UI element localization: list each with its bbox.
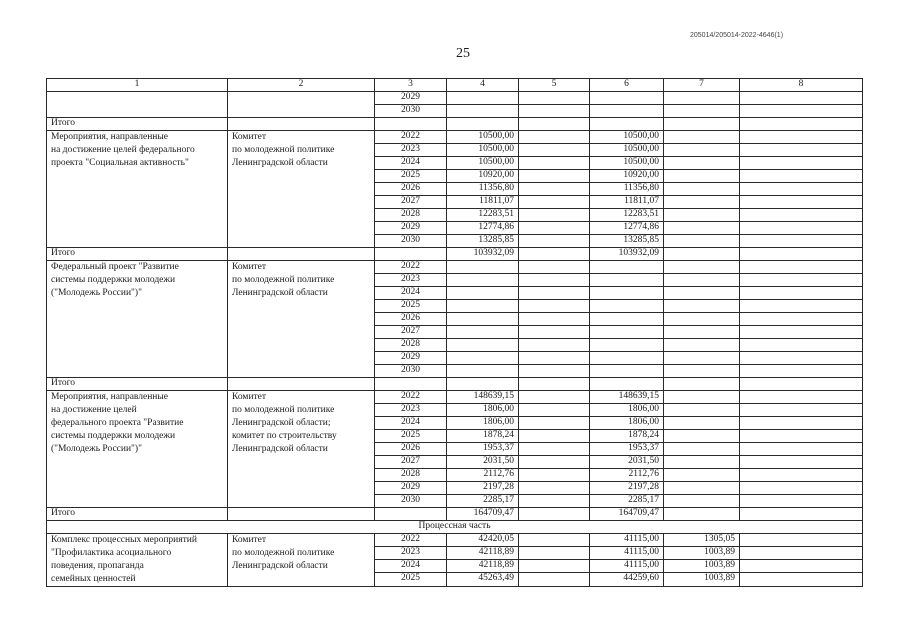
total-cell: 1953,37: [447, 443, 519, 456]
other-cell: [740, 235, 863, 248]
total-sum-cell: [447, 118, 519, 131]
executor-name: Комитет по молодежной политике Ленинградской области: [228, 131, 375, 248]
regional-cell: 41115,00: [590, 534, 664, 547]
regional-sum-cell: 164709,47: [590, 508, 664, 521]
empty-cell: [375, 248, 447, 261]
total-cell: 2285,17: [447, 495, 519, 508]
local-cell: [664, 144, 740, 157]
total-label: Итого: [47, 508, 228, 521]
other-cell: [740, 560, 863, 573]
federal-cell: [519, 131, 590, 144]
regional-cell: 10500,00: [590, 144, 664, 157]
other-cell: [740, 547, 863, 560]
executor-name: [228, 92, 375, 118]
other-cell: [740, 131, 863, 144]
federal-cell: [519, 482, 590, 495]
regional-cell: 12774,86: [590, 222, 664, 235]
regional-sum-cell: 103932,09: [590, 248, 664, 261]
other-cell: [740, 144, 863, 157]
empty-cell: [228, 508, 375, 521]
year-cell: 2025: [375, 300, 447, 313]
local-cell: [664, 313, 740, 326]
regional-cell: 2285,17: [590, 495, 664, 508]
other-cell: [740, 534, 863, 547]
year-cell: 2025: [375, 573, 447, 586]
empty-cell: [519, 248, 590, 261]
federal-cell: [519, 313, 590, 326]
federal-cell: [519, 339, 590, 352]
total-cell: [447, 105, 519, 118]
regional-cell: [590, 313, 664, 326]
local-cell: 1003,89: [664, 573, 740, 586]
total-label: Итого: [47, 248, 228, 261]
total-cell: [447, 339, 519, 352]
regional-cell: [590, 365, 664, 378]
total-cell: [447, 365, 519, 378]
total-sum-cell: 103932,09: [447, 248, 519, 261]
year-cell: 2030: [375, 235, 447, 248]
regional-sum-cell: [590, 118, 664, 131]
regional-cell: [590, 274, 664, 287]
year-cell: 2029: [375, 352, 447, 365]
local-cell: [664, 430, 740, 443]
year-cell: 2025: [375, 430, 447, 443]
year-cell: 2029: [375, 482, 447, 495]
other-cell: [740, 92, 863, 105]
regional-cell: 2031,50: [590, 456, 664, 469]
total-cell: 10500,00: [447, 144, 519, 157]
total-cell: 11811,07: [447, 196, 519, 209]
other-cell: [740, 430, 863, 443]
total-cell: [447, 326, 519, 339]
total-cell: 12283,51: [447, 209, 519, 222]
total-cell: 42118,89: [447, 560, 519, 573]
total-sum-cell: [447, 378, 519, 391]
federal-cell: [519, 170, 590, 183]
local-cell: [664, 261, 740, 274]
section-title: Процессная часть: [47, 521, 863, 534]
total-cell: 2197,28: [447, 482, 519, 495]
federal-cell: [519, 547, 590, 560]
other-cell: [740, 482, 863, 495]
federal-cell: [519, 417, 590, 430]
regional-cell: 2112,76: [590, 469, 664, 482]
federal-cell: [519, 573, 590, 586]
local-cell: [664, 482, 740, 495]
other-cell: [740, 287, 863, 300]
federal-cell: [519, 261, 590, 274]
regional-cell: 13285,85: [590, 235, 664, 248]
year-cell: 2029: [375, 92, 447, 105]
other-cell: [740, 365, 863, 378]
year-cell: 2025: [375, 170, 447, 183]
document-id: 205014/205014-2022-4646(1): [690, 32, 784, 39]
federal-cell: [519, 92, 590, 105]
empty-cell: [664, 118, 740, 131]
other-cell: [740, 300, 863, 313]
table-row: [47, 261, 863, 274]
other-cell: [740, 573, 863, 586]
regional-cell: [590, 326, 664, 339]
federal-cell: [519, 456, 590, 469]
other-cell: [740, 339, 863, 352]
local-cell: [664, 274, 740, 287]
federal-cell: [519, 209, 590, 222]
empty-cell: [740, 248, 863, 261]
regional-cell: [590, 105, 664, 118]
other-cell: [740, 105, 863, 118]
year-cell: 2023: [375, 144, 447, 157]
table-row: [47, 131, 863, 144]
empty-cell: [740, 378, 863, 391]
other-cell: [740, 469, 863, 482]
total-cell: 2112,76: [447, 469, 519, 482]
year-cell: 2022: [375, 131, 447, 144]
federal-cell: [519, 157, 590, 170]
empty-cell: [664, 248, 740, 261]
regional-cell: 41115,00: [590, 560, 664, 573]
federal-cell: [519, 352, 590, 365]
column-header: 6: [590, 79, 664, 92]
measure-name: Мероприятия, направленные на достижение целей федерального проекта "Социальная активность": [47, 131, 228, 248]
empty-cell: [519, 118, 590, 131]
year-cell: 2030: [375, 495, 447, 508]
local-cell: 1003,89: [664, 560, 740, 573]
regional-cell: 10920,00: [590, 170, 664, 183]
measure-name: Мероприятия, направленные на достижение целей федерального проекта "Развитие системы поддержки молодежи ("Молодежь России")": [47, 391, 228, 508]
year-cell: 2022: [375, 261, 447, 274]
year-cell: 2026: [375, 313, 447, 326]
other-cell: [740, 222, 863, 235]
federal-cell: [519, 443, 590, 456]
measure-name: Комплекс процессных мероприятий "Профилактика асоциального поведения, пропаганда семейных ценностей: [47, 534, 228, 587]
year-cell: 2028: [375, 469, 447, 482]
regional-cell: 1806,00: [590, 404, 664, 417]
local-cell: 1305,05: [664, 534, 740, 547]
total-cell: 13285,85: [447, 235, 519, 248]
local-cell: [664, 92, 740, 105]
year-cell: 2022: [375, 391, 447, 404]
other-cell: [740, 157, 863, 170]
local-cell: [664, 222, 740, 235]
regional-cell: [590, 300, 664, 313]
column-header: 3: [375, 79, 447, 92]
page-number: 25: [456, 46, 470, 61]
regional-sum-cell: [590, 378, 664, 391]
year-cell: 2030: [375, 365, 447, 378]
empty-cell: [228, 248, 375, 261]
local-cell: [664, 326, 740, 339]
other-cell: [740, 456, 863, 469]
regional-cell: 11811,07: [590, 196, 664, 209]
total-cell: 12774,86: [447, 222, 519, 235]
federal-cell: [519, 560, 590, 573]
year-cell: 2024: [375, 560, 447, 573]
local-cell: [664, 183, 740, 196]
federal-cell: [519, 196, 590, 209]
federal-cell: [519, 430, 590, 443]
column-header: 5: [519, 79, 590, 92]
total-cell: 2031,50: [447, 456, 519, 469]
other-cell: [740, 170, 863, 183]
local-cell: [664, 456, 740, 469]
local-cell: [664, 157, 740, 170]
federal-cell: [519, 365, 590, 378]
local-cell: [664, 469, 740, 482]
empty-cell: [664, 378, 740, 391]
local-cell: [664, 365, 740, 378]
empty-cell: [664, 508, 740, 521]
column-header: 2: [228, 79, 375, 92]
empty-cell: [519, 508, 590, 521]
federal-cell: [519, 404, 590, 417]
local-cell: [664, 391, 740, 404]
other-cell: [740, 313, 863, 326]
total-cell: 148639,15: [447, 391, 519, 404]
local-cell: [664, 339, 740, 352]
regional-cell: [590, 352, 664, 365]
year-cell: 2030: [375, 105, 447, 118]
total-label: Итого: [47, 118, 228, 131]
empty-cell: [740, 508, 863, 521]
other-cell: [740, 274, 863, 287]
local-cell: [664, 443, 740, 456]
total-cell: 42420,05: [447, 534, 519, 547]
regional-cell: [590, 92, 664, 105]
total-cell: [447, 352, 519, 365]
other-cell: [740, 183, 863, 196]
regional-cell: [590, 261, 664, 274]
regional-cell: 1878,24: [590, 430, 664, 443]
total-label: Итого: [47, 378, 228, 391]
year-cell: 2026: [375, 183, 447, 196]
total-sum-cell: 164709,47: [447, 508, 519, 521]
column-header: 7: [664, 79, 740, 92]
other-cell: [740, 404, 863, 417]
column-header: 8: [740, 79, 863, 92]
table-row: [47, 534, 863, 547]
empty-cell: [228, 378, 375, 391]
total-row: [47, 248, 863, 261]
other-cell: [740, 391, 863, 404]
regional-cell: 1953,37: [590, 443, 664, 456]
total-cell: [447, 300, 519, 313]
year-cell: 2024: [375, 287, 447, 300]
federal-cell: [519, 105, 590, 118]
regional-cell: 1806,00: [590, 417, 664, 430]
empty-cell: [228, 118, 375, 131]
year-cell: 2027: [375, 456, 447, 469]
federal-cell: [519, 183, 590, 196]
table-row: [47, 391, 863, 404]
federal-cell: [519, 235, 590, 248]
federal-cell: [519, 274, 590, 287]
local-cell: [664, 404, 740, 417]
federal-cell: [519, 326, 590, 339]
local-cell: [664, 417, 740, 430]
total-cell: [447, 274, 519, 287]
local-cell: 1003,89: [664, 547, 740, 560]
total-row: [47, 378, 863, 391]
executor-name: Комитет по молодежной политике Ленинградской области; комитет по строительству Ленинградской области: [228, 391, 375, 508]
year-cell: 2029: [375, 222, 447, 235]
total-cell: 1806,00: [447, 404, 519, 417]
section-row: [47, 521, 863, 534]
local-cell: [664, 287, 740, 300]
other-cell: [740, 417, 863, 430]
year-cell: 2023: [375, 547, 447, 560]
local-cell: [664, 131, 740, 144]
total-cell: [447, 92, 519, 105]
local-cell: [664, 170, 740, 183]
federal-cell: [519, 287, 590, 300]
other-cell: [740, 443, 863, 456]
federal-cell: [519, 391, 590, 404]
column-header: 1: [47, 79, 228, 92]
regional-cell: 2197,28: [590, 482, 664, 495]
total-cell: [447, 261, 519, 274]
total-cell: 11356,80: [447, 183, 519, 196]
regional-cell: 10500,00: [590, 131, 664, 144]
year-cell: 2023: [375, 274, 447, 287]
total-cell: 1806,00: [447, 417, 519, 430]
federal-cell: [519, 495, 590, 508]
other-cell: [740, 196, 863, 209]
year-cell: 2027: [375, 326, 447, 339]
total-cell: 10920,00: [447, 170, 519, 183]
column-header: 4: [447, 79, 519, 92]
regional-cell: 11356,80: [590, 183, 664, 196]
measure-name: Федеральный проект "Развитие системы поддержки молодежи ("Молодежь России")": [47, 261, 228, 378]
local-cell: [664, 105, 740, 118]
year-cell: 2022: [375, 534, 447, 547]
empty-cell: [740, 118, 863, 131]
table-body: [47, 79, 863, 587]
empty-cell: [375, 508, 447, 521]
total-cell: 45263,49: [447, 573, 519, 586]
year-cell: 2024: [375, 417, 447, 430]
other-cell: [740, 495, 863, 508]
executor-name: Комитет по молодежной политике Ленинградской области: [228, 534, 375, 587]
measure-name: [47, 92, 228, 118]
regional-cell: [590, 339, 664, 352]
executor-name: Комитет по молодежной политике Ленинградской области: [228, 261, 375, 378]
total-cell: 1878,24: [447, 430, 519, 443]
empty-cell: [519, 378, 590, 391]
local-cell: [664, 209, 740, 222]
regional-cell: 12283,51: [590, 209, 664, 222]
total-row: [47, 508, 863, 521]
local-cell: [664, 352, 740, 365]
total-cell: [447, 313, 519, 326]
regional-cell: 10500,00: [590, 157, 664, 170]
total-cell: 10500,00: [447, 131, 519, 144]
budget-table: [46, 78, 863, 587]
total-cell: 42118,89: [447, 547, 519, 560]
other-cell: [740, 261, 863, 274]
table-header-row: [47, 79, 863, 92]
local-cell: [664, 495, 740, 508]
year-cell: 2023: [375, 404, 447, 417]
federal-cell: [519, 534, 590, 547]
federal-cell: [519, 144, 590, 157]
year-cell: 2028: [375, 339, 447, 352]
local-cell: [664, 196, 740, 209]
year-cell: 2024: [375, 157, 447, 170]
regional-cell: [590, 287, 664, 300]
total-cell: [447, 287, 519, 300]
local-cell: [664, 235, 740, 248]
year-cell: 2027: [375, 196, 447, 209]
federal-cell: [519, 300, 590, 313]
local-cell: [664, 300, 740, 313]
regional-cell: 44259,60: [590, 573, 664, 586]
empty-cell: [375, 118, 447, 131]
table-row: [47, 92, 863, 105]
year-cell: 2026: [375, 443, 447, 456]
other-cell: [740, 326, 863, 339]
year-cell: 2028: [375, 209, 447, 222]
regional-cell: 148639,15: [590, 391, 664, 404]
other-cell: [740, 209, 863, 222]
empty-cell: [375, 378, 447, 391]
total-cell: 10500,00: [447, 157, 519, 170]
regional-cell: 41115,00: [590, 547, 664, 560]
federal-cell: [519, 469, 590, 482]
federal-cell: [519, 222, 590, 235]
other-cell: [740, 352, 863, 365]
total-row: [47, 118, 863, 131]
